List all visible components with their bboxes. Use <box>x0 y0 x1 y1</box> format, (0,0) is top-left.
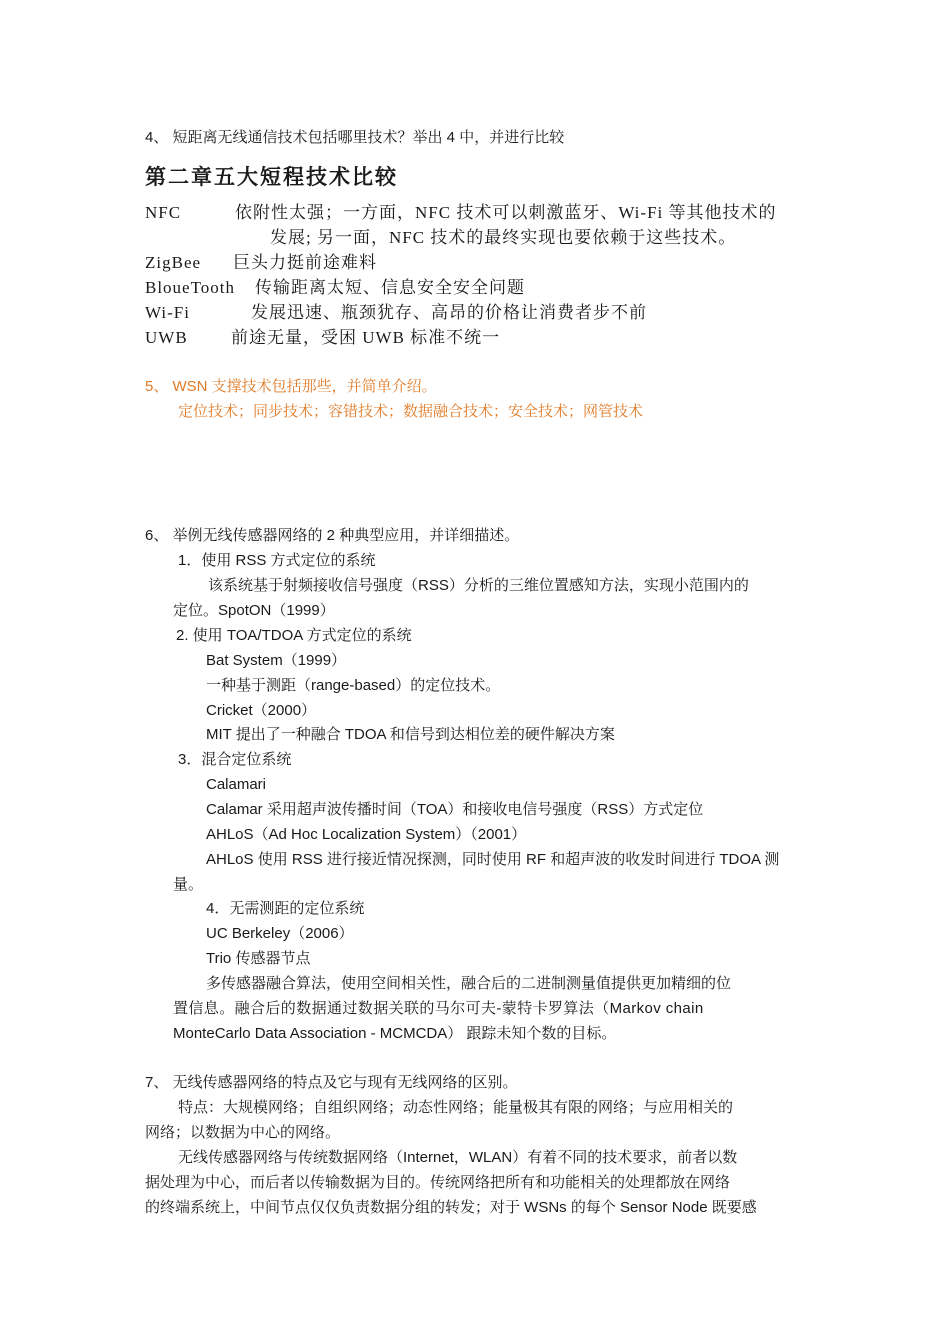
term-bluetooth: BloueTooth <box>145 278 236 297</box>
answer-6-line: Bat System（1999） <box>206 652 347 669</box>
question-7: 7、 无线传感器网络的特点及它与现有无线网络的区别。 <box>145 1074 518 1091</box>
desc-nfc: 依附性太强；一方面，NFC 技术可以刺激蓝牙、Wi-Fi 等其他技术的 <box>235 203 777 222</box>
desc-uwb: 前途无量，受困 UWB 标准不统一 <box>231 328 501 347</box>
question-4: 4、 短距离无线通信技术包括哪里技术？举出 4 中，并进行比较 <box>145 129 565 146</box>
answer-7-line: 特点：大规模网络；自组织网络；动态性网络；能量极其有限的网络；与应用相关的 <box>178 1099 734 1116</box>
answer-6-line: Cricket（2000） <box>206 702 317 719</box>
answer-6-line: Trio 传感器节点 <box>206 950 311 967</box>
answer-5: 定位技术；同步技术；容错技术；数据融合技术；安全技术；网管技术 <box>178 403 644 420</box>
answer-6-line: 1．使用 RSS 方式定位的系统 <box>178 552 376 569</box>
answer-6-line: AHLoS 使用 RSS 进行接近情况探测，同时使用 RF 和超声波的收发时间进行 TDOA 测 <box>206 851 780 868</box>
term-wifi: Wi-Fi <box>145 303 190 322</box>
answer-6-line: Calamar 采用超声波传播时间（TOA）和接收电信号强度（RSS）方式定位 <box>206 801 704 818</box>
answer-6-line: 该系统基于射频接收信号强度（RSS）分析的三维位置感知方法，实现小范围内的 <box>208 577 749 594</box>
answer-6-line: 多传感器融合算法，使用空间相关性，融合后的二进制测量值提供更加精细的位 <box>206 975 732 992</box>
answer-6-line: MonteCarlo Data Association - MCMCDA） 跟踪未知个数的目标。 <box>173 1025 617 1042</box>
answer-6-line: 3．混合定位系统 <box>178 751 292 768</box>
answer-6-line: 一种基于测距（range-based）的定位技术。 <box>206 677 501 694</box>
term-zigbee: ZigBee <box>145 253 202 272</box>
answer-6-line: Calamari <box>206 776 267 793</box>
answer-7-line: 无线传感器网络与传统数据网络（Internet，WLAN）有着不同的技术要求，前者以数 <box>178 1149 738 1166</box>
term-uwb: UWB <box>145 328 188 347</box>
chapter-heading: 第二章五大短程技术比较 <box>145 165 398 189</box>
desc-wifi: 发展迅速、瓶颈犹存、高昂的价格让消费者步不前 <box>251 303 647 322</box>
question-5: 5、 WSN 支撑技术包括那些，并简单介绍。 <box>145 378 437 395</box>
answer-6-line: 2. 使用 TOA/TDOA 方式定位的系统 <box>176 627 412 644</box>
answer-6-line: 置信息。融合后的数据通过数据关联的马尔可夫-蒙特卡罗算法（Markov chain <box>173 1000 704 1017</box>
term-nfc: NFC <box>145 203 182 222</box>
desc-zigbee: 巨头力挺前途难料 <box>233 253 377 272</box>
answer-6-line: 4．无需测距的定位系统 <box>206 900 365 917</box>
answer-7-line: 的终端系统上，中间节点仅仅负责数据分组的转发；对于 WSNs 的每个 Sensor Node 既要感 <box>145 1199 757 1216</box>
answer-6-line: 定位。SpotON（1999） <box>173 602 335 619</box>
answer-6-line: 量。 <box>173 876 204 893</box>
answer-7-line: 网络；以数据为中心的网络。 <box>145 1124 341 1141</box>
answer-6-line: MIT 提出了一种融合 TDOA 和信号到达相位差的硬件解决方案 <box>206 726 615 743</box>
answer-7-line: 据处理为中心，而后者以传输数据为目的。传统网络把所有和功能相关的处理都放在网络 <box>145 1174 731 1191</box>
desc-bluetooth: 传输距离太短、信息安全安全问题 <box>255 278 525 297</box>
desc-nfc-continued: 发展; 另一面，NFC 技术的最终实现也要依赖于这些技术。 <box>270 228 737 247</box>
answer-6-line: AHLoS（Ad Hoc Localization System）（2001） <box>206 826 527 843</box>
answer-6-line: UC Berkeley（2006） <box>206 925 354 942</box>
question-6: 6、 举例无线传感器网络的 2 种典型应用，并详细描述。 <box>145 527 520 544</box>
